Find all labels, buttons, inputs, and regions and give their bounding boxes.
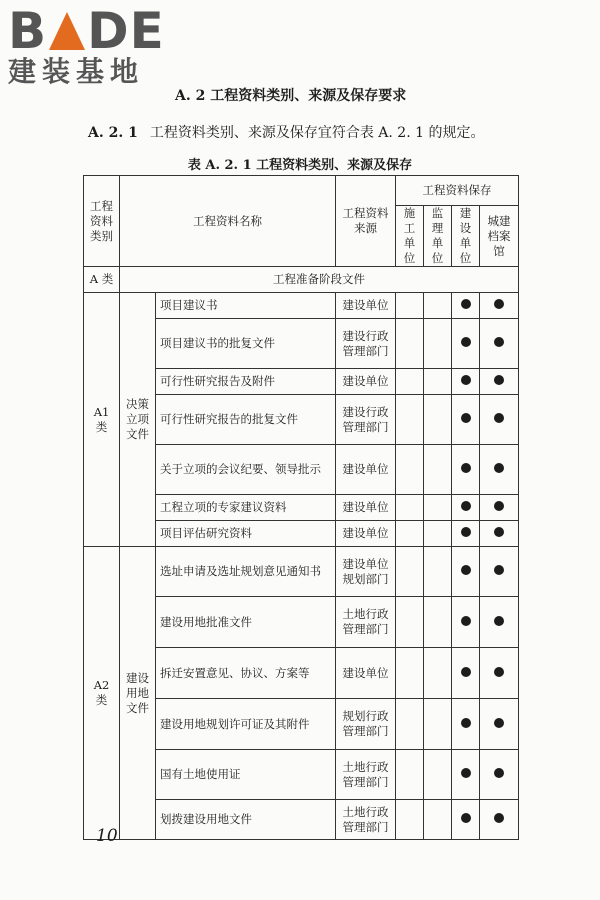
storage-cell: [480, 395, 519, 445]
table-body: [84, 267, 519, 840]
storage-cell: [424, 445, 452, 495]
record-source: 建设行政管理部门: [336, 395, 396, 445]
record-name: 可行性研究报告的批复文件: [156, 395, 336, 445]
group-subcategory: 建设用地文件: [120, 547, 156, 840]
storage-cell: [480, 319, 519, 369]
record-name: 工程立项的专家建议资料: [156, 495, 336, 521]
group-subcategory: 决策立项文件: [120, 293, 156, 547]
storage-cell: [480, 699, 519, 750]
storage-cell: [480, 445, 519, 495]
record-name: 关于立项的会议纪要、领导批示: [156, 445, 336, 495]
storage-cell: [452, 293, 480, 319]
table-row: [84, 293, 519, 319]
clause-text: 工程资料类别、来源及保存宜符合表 A. 2. 1 的规定。: [149, 125, 485, 141]
table-container: [83, 175, 518, 840]
storage-cell: [424, 495, 452, 521]
page-number: 10: [96, 826, 118, 846]
clause-number: A. 2. 1: [88, 125, 138, 141]
logo-a-triangle-icon: [49, 12, 85, 50]
filled-circle-icon: [461, 299, 471, 309]
header-source: 工程资料来源: [336, 176, 396, 267]
record-name: 选址申请及选址规划意见通知书: [156, 547, 336, 597]
record-name: 划拨建设用地文件: [156, 800, 336, 840]
table-row: [84, 547, 519, 597]
record-source: 建设行政管理部门: [336, 319, 396, 369]
group-code: A1 类: [84, 293, 120, 547]
record-name: 拆迁安置意见、协议、方案等: [156, 648, 336, 699]
filled-circle-icon: [494, 718, 504, 728]
filled-circle-icon: [461, 813, 471, 823]
storage-cell: [452, 445, 480, 495]
table-caption: 表 A. 2. 1 工程资料类别、来源及保存: [187, 158, 413, 173]
header-name: 工程资料名称: [120, 176, 336, 267]
record-source: 土地行政管理部门: [336, 597, 396, 648]
header-storage: 工程资料保存: [396, 176, 519, 206]
storage-cell: [424, 395, 452, 445]
filled-circle-icon: [494, 463, 504, 473]
stage-row: [84, 267, 519, 293]
filled-circle-icon: [461, 565, 471, 575]
filled-circle-icon: [461, 501, 471, 511]
storage-cell: [424, 750, 452, 800]
storage-cell: [424, 597, 452, 648]
storage-cell: [480, 750, 519, 800]
storage-cell: [396, 547, 424, 597]
storage-cell: [480, 293, 519, 319]
storage-cell: [480, 369, 519, 395]
record-name: 项目建议书的批复文件: [156, 319, 336, 369]
stage-category: A 类: [84, 267, 120, 293]
filled-circle-icon: [494, 413, 504, 423]
record-name: 建设用地批准文件: [156, 597, 336, 648]
storage-cell: [424, 369, 452, 395]
storage-cell: [452, 369, 480, 395]
storage-cell: [452, 597, 480, 648]
storage-cell: [452, 495, 480, 521]
filled-circle-icon: [461, 337, 471, 347]
storage-cell: [424, 800, 452, 840]
record-name: 国有土地使用证: [156, 750, 336, 800]
storage-cell: [424, 648, 452, 699]
storage-cell: [480, 800, 519, 840]
filled-circle-icon: [461, 718, 471, 728]
record-source: 土地行政管理部门: [336, 800, 396, 840]
storage-cell: [480, 648, 519, 699]
storage-cell: [452, 395, 480, 445]
filled-circle-icon: [494, 813, 504, 823]
filled-circle-icon: [494, 501, 504, 511]
storage-cell: [452, 750, 480, 800]
storage-cell: [396, 699, 424, 750]
clause: [88, 122, 484, 142]
record-name: 可行性研究报告及附件: [156, 369, 336, 395]
storage-cell: [396, 521, 424, 547]
filled-circle-icon: [461, 667, 471, 677]
record-source: 建设单位: [336, 369, 396, 395]
header-storage-col: 建设单位: [452, 206, 480, 267]
filled-circle-icon: [494, 527, 504, 537]
record-source: 建设单位规划部门: [336, 547, 396, 597]
storage-cell: [424, 319, 452, 369]
record-source: 规划行政管理部门: [336, 699, 396, 750]
logo: [8, 2, 178, 88]
storage-cell: [396, 648, 424, 699]
filled-circle-icon: [461, 527, 471, 537]
record-source: 建设单位: [336, 495, 396, 521]
record-source: 建设单位: [336, 521, 396, 547]
storage-cell: [452, 521, 480, 547]
header-category: 工程资料类别: [84, 176, 120, 267]
filled-circle-icon: [494, 768, 504, 778]
filled-circle-icon: [494, 375, 504, 385]
storage-cell: [480, 495, 519, 521]
record-source: 建设单位: [336, 293, 396, 319]
filled-circle-icon: [461, 413, 471, 423]
storage-cell: [452, 648, 480, 699]
record-name: 项目建议书: [156, 293, 336, 319]
storage-cell: [424, 547, 452, 597]
records-table: [83, 175, 519, 840]
header-storage-col: 监理单位: [424, 206, 452, 267]
storage-cell: [396, 800, 424, 840]
filled-circle-icon: [494, 565, 504, 575]
storage-cell: [452, 547, 480, 597]
logo-wordmark: B DE: [8, 2, 165, 60]
storage-cell: [396, 750, 424, 800]
storage-cell: [396, 445, 424, 495]
storage-cell: [396, 495, 424, 521]
group-code: A2 类: [84, 547, 120, 840]
storage-cell: [396, 319, 424, 369]
storage-cell: [396, 597, 424, 648]
storage-cell: [424, 293, 452, 319]
storage-cell: [452, 800, 480, 840]
filled-circle-icon: [494, 616, 504, 626]
record-source: 建设单位: [336, 648, 396, 699]
section-heading: A. 2 工程资料类别、来源及保存要求: [175, 88, 407, 104]
record-name: 建设用地规划许可证及其附件: [156, 699, 336, 750]
logo-subtitle: 建装基地: [8, 55, 145, 88]
stage-title: 工程准备阶段文件: [120, 267, 519, 293]
storage-cell: [396, 293, 424, 319]
filled-circle-icon: [461, 463, 471, 473]
storage-cell: [480, 547, 519, 597]
storage-cell: [480, 521, 519, 547]
filled-circle-icon: [461, 616, 471, 626]
record-source: 土地行政管理部门: [336, 750, 396, 800]
storage-cell: [452, 319, 480, 369]
storage-cell: [424, 521, 452, 547]
filled-circle-icon: [461, 375, 471, 385]
filled-circle-icon: [461, 768, 471, 778]
filled-circle-icon: [494, 299, 504, 309]
storage-cell: [396, 369, 424, 395]
storage-cell: [452, 699, 480, 750]
header-storage-col: 施工单位: [396, 206, 424, 267]
storage-cell: [424, 699, 452, 750]
filled-circle-icon: [494, 667, 504, 677]
header-storage-col: 城建档案馆: [480, 206, 519, 267]
storage-cell: [480, 597, 519, 648]
storage-cell: [396, 395, 424, 445]
record-source: 建设单位: [336, 445, 396, 495]
filled-circle-icon: [494, 337, 504, 347]
record-name: 项目评估研究资料: [156, 521, 336, 547]
